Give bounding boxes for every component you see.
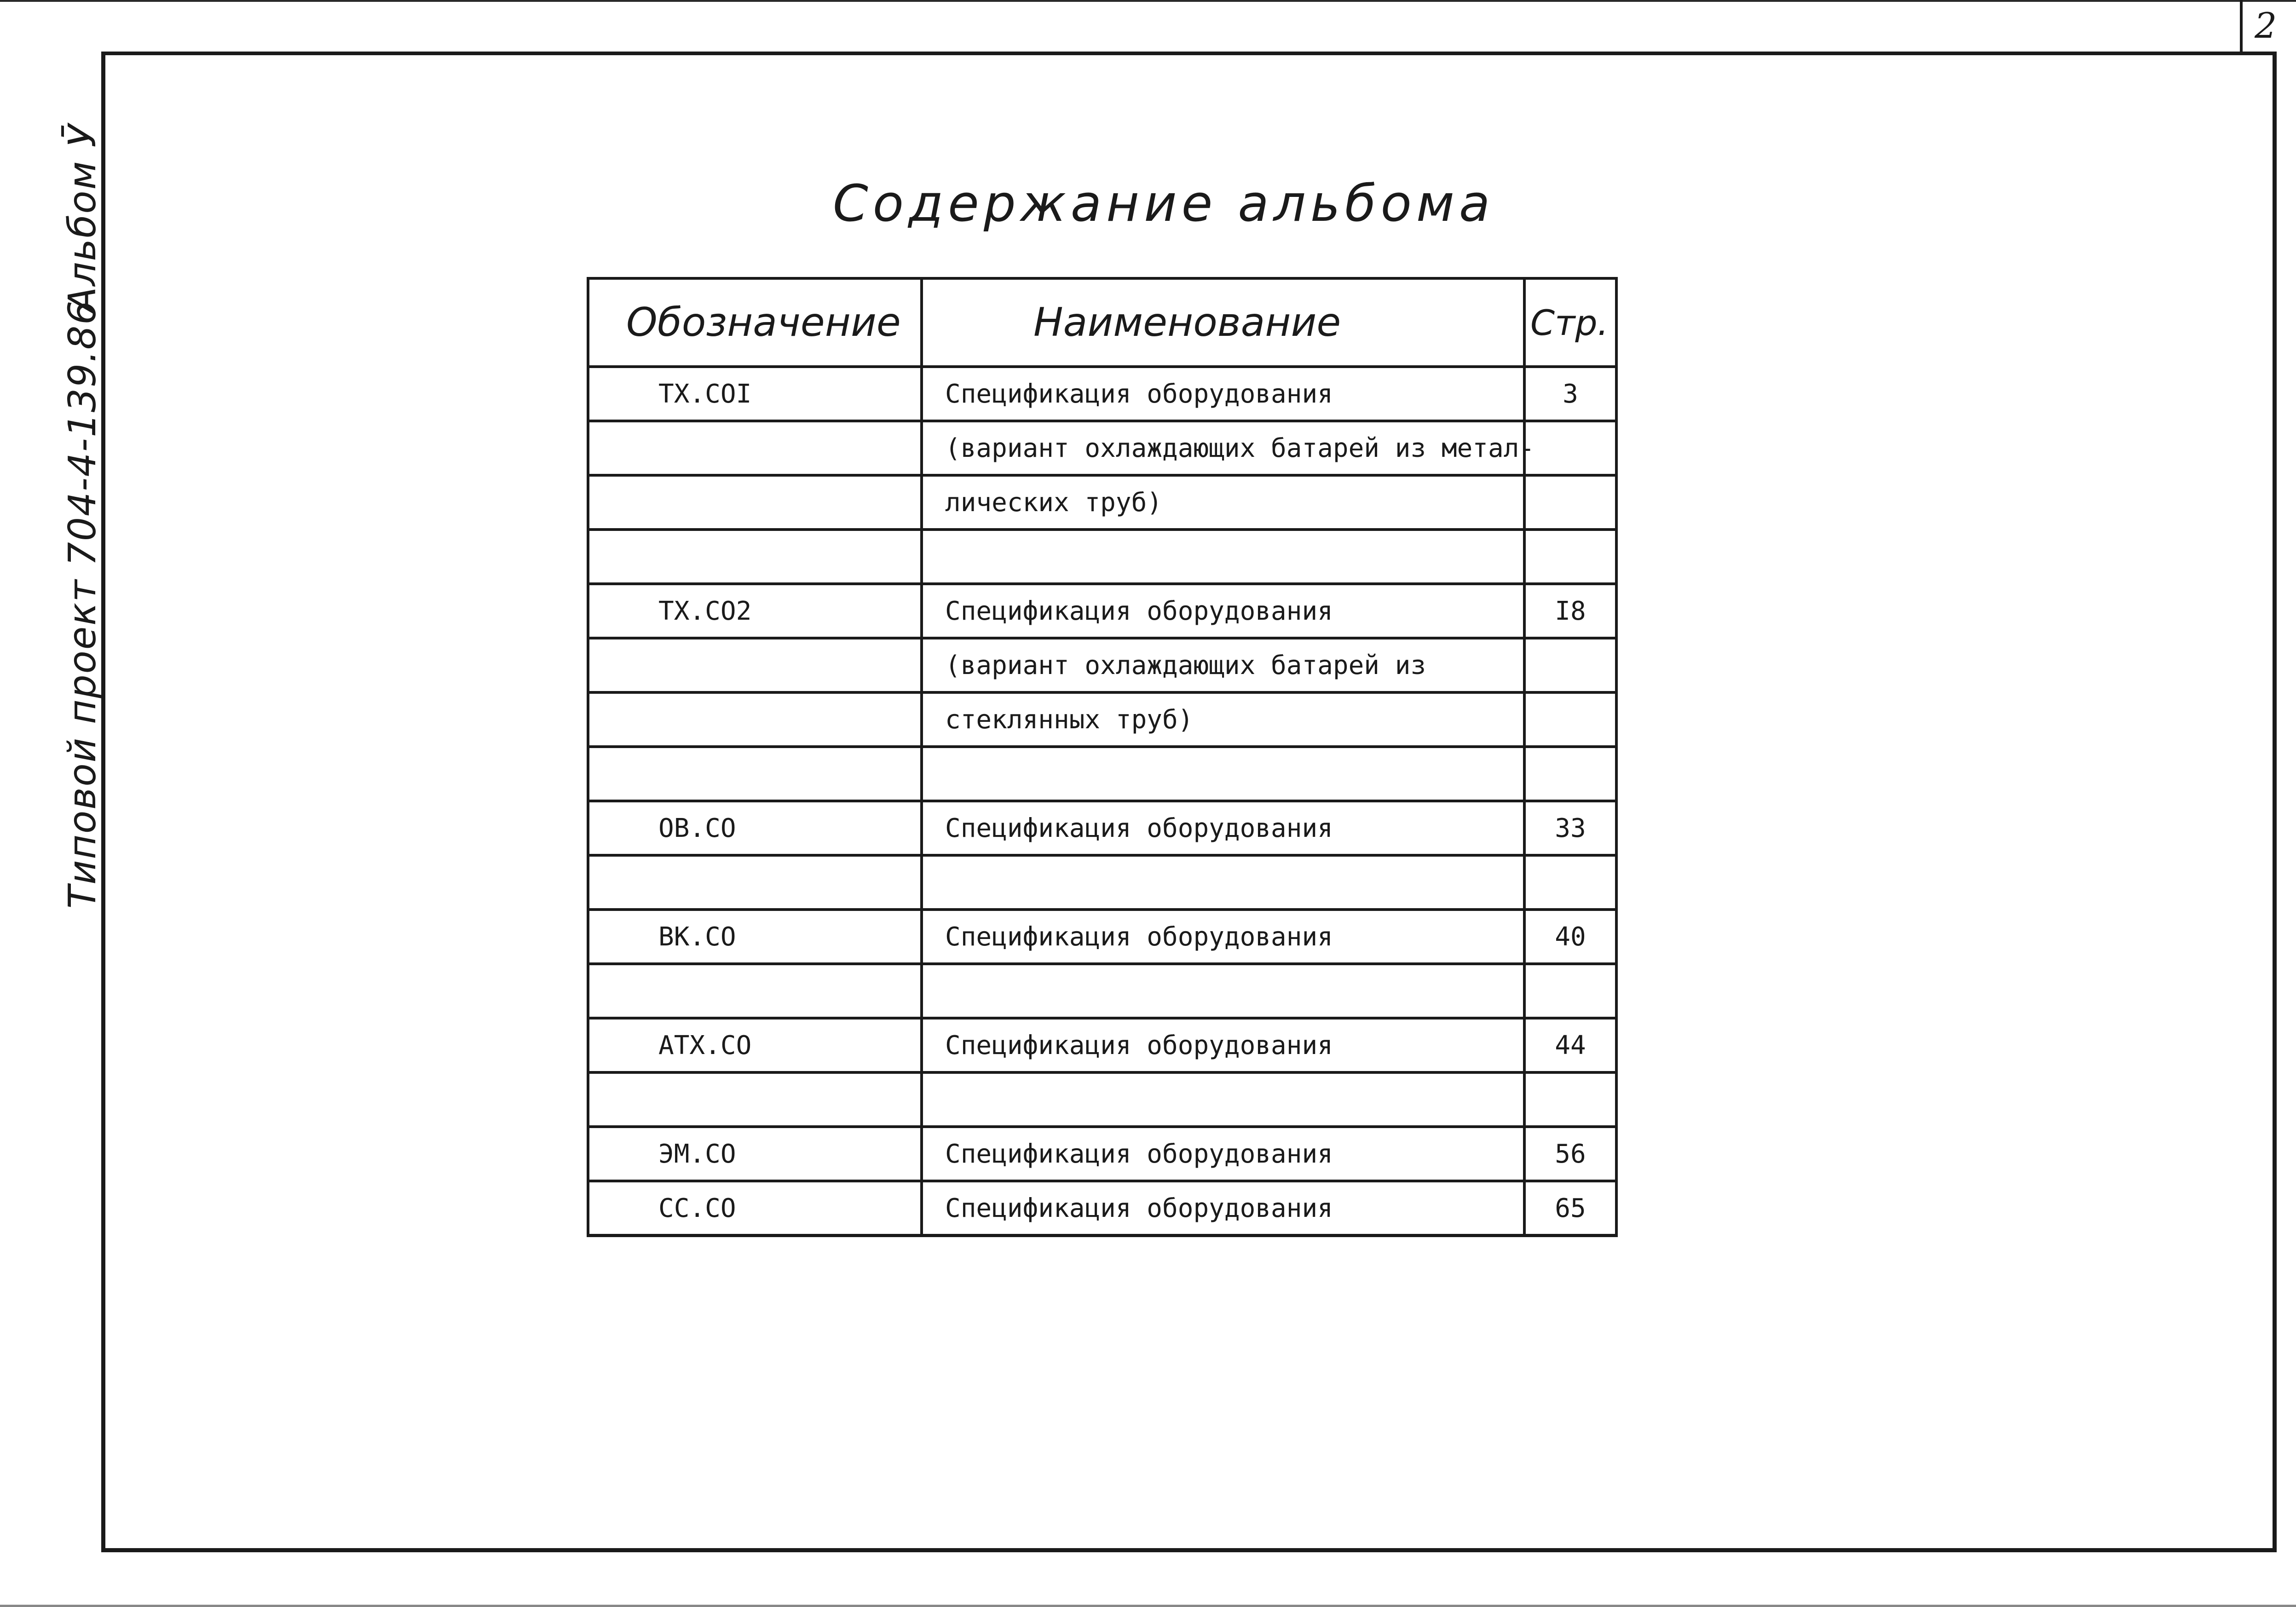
page-cell: 40	[1524, 910, 1616, 964]
name-cell: Спецификация оборудования	[922, 367, 1524, 421]
header-designation: Обозначение	[588, 278, 922, 367]
designation-cell: OB.CO	[588, 801, 922, 855]
page-cell: 65	[1524, 1181, 1616, 1236]
name-cell: стеклянных труб)	[922, 692, 1524, 747]
table-body	[588, 367, 1616, 1236]
page-cell	[1524, 855, 1616, 910]
project-caption: Типовой проект 704-4-139.86	[61, 300, 104, 909]
name-cell	[922, 1072, 1524, 1127]
designation-cell: BK.CO	[588, 910, 922, 964]
header-name: Наименование	[922, 278, 1524, 367]
name-cell: Спецификация оборудования	[922, 801, 1524, 855]
page-cell: 3	[1524, 367, 1616, 421]
table-row	[588, 692, 1616, 747]
designation-cell	[588, 855, 922, 910]
table-row	[588, 747, 1616, 801]
designation-cell	[588, 530, 922, 584]
designation-cell	[588, 1072, 922, 1127]
page-cell	[1524, 692, 1616, 747]
page-number: 2	[2255, 5, 2277, 46]
designation-cell	[588, 475, 922, 530]
page-cell	[1524, 638, 1616, 692]
name-cell	[922, 530, 1524, 584]
table-row	[588, 910, 1616, 964]
name-cell	[922, 964, 1524, 1018]
designation-cell	[588, 421, 922, 475]
page-cell: 56	[1524, 1127, 1616, 1181]
table-row	[588, 1127, 1616, 1181]
designation-cell	[588, 747, 922, 801]
table-row	[588, 855, 1616, 910]
table-row	[588, 475, 1616, 530]
contents-table	[587, 277, 1618, 1237]
table-row	[588, 638, 1616, 692]
name-cell: Спецификация оборудования	[922, 1018, 1524, 1072]
table-header-row	[588, 278, 1616, 367]
table-row	[588, 530, 1616, 584]
designation-cell: ЭМ.СО	[588, 1127, 922, 1181]
page-cell: 44	[1524, 1018, 1616, 1072]
page-cell	[1524, 747, 1616, 801]
page-cell	[1524, 475, 1616, 530]
name-cell: Спецификация оборудования	[922, 910, 1524, 964]
designation-cell: TX.CO2	[588, 584, 922, 638]
name-cell: Спецификация оборудования	[922, 1127, 1524, 1181]
designation-cell	[588, 692, 922, 747]
name-cell: (вариант охлаждающих батарей из метал-	[922, 421, 1524, 475]
table-row	[588, 964, 1616, 1018]
designation-cell	[588, 964, 922, 1018]
page-cell: I8	[1524, 584, 1616, 638]
designation-cell	[588, 638, 922, 692]
page-cell	[1524, 964, 1616, 1018]
table-row	[588, 1181, 1616, 1236]
designation-cell: ATX.CO	[588, 1018, 922, 1072]
designation-cell: TX.COI	[588, 367, 922, 421]
top-border-line	[0, 0, 2296, 2]
name-cell: (вариант охлаждающих батарей из	[922, 638, 1524, 692]
table-row	[588, 367, 1616, 421]
table-row	[588, 584, 1616, 638]
table-row	[588, 801, 1616, 855]
document-title: Содержание альбома	[833, 174, 1495, 233]
designation-cell: CC.CO	[588, 1181, 922, 1236]
name-cell: Спецификация оборудования	[922, 1181, 1524, 1236]
name-cell: Спецификация оборудования	[922, 584, 1524, 638]
bottom-edge-line	[0, 1605, 2296, 1607]
name-cell: лических труб)	[922, 475, 1524, 530]
page-cell	[1524, 530, 1616, 584]
page-cell	[1524, 421, 1616, 475]
header-page: Стр.	[1524, 278, 1616, 367]
table-row	[588, 1018, 1616, 1072]
page-cell	[1524, 1072, 1616, 1127]
table-row	[588, 1072, 1616, 1127]
album-caption: Альбом Ӯ	[61, 123, 104, 313]
table-row	[588, 421, 1616, 475]
page-cell: 33	[1524, 801, 1616, 855]
name-cell	[922, 747, 1524, 801]
name-cell	[922, 855, 1524, 910]
